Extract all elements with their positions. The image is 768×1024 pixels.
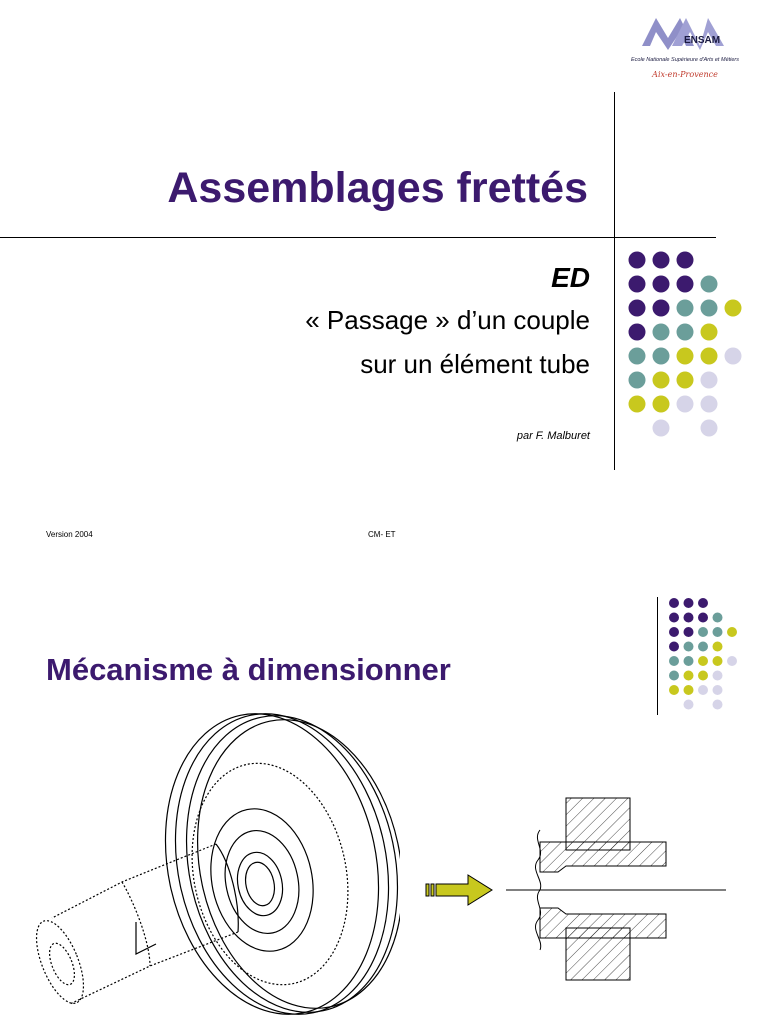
decorative-dot [653,396,670,413]
decorative-dot [701,396,718,413]
decorative-dot [629,324,646,341]
decorative-dot [684,627,694,637]
decorative-dot [653,300,670,317]
slide1-ed-label: ED [551,262,590,293]
footer-code: CM- ET [368,530,396,539]
slide2-title: Mécanisme à dimensionner [46,652,451,687]
decorative-dot [684,598,694,608]
decorative-dot [725,348,742,365]
decorative-dot [677,276,694,293]
decorative-dot [684,671,694,681]
decorative-dot [713,656,723,666]
decorative-dot [669,656,679,666]
decorative-dot [727,656,737,666]
decorative-dot [698,642,708,652]
decorative-dot [629,348,646,365]
decorative-dot [629,372,646,389]
ensam-logo-icon [612,10,758,54]
decorative-dot [677,348,694,365]
decorative-dot [677,300,694,317]
slide1-subtitle-line1: « Passage » d’un couple [305,305,590,335]
decorative-dot [653,324,670,341]
decorative-dot [669,642,679,652]
decorative-dot [684,642,694,652]
decorative-dot [669,598,679,608]
decorative-dot [629,276,646,293]
decorative-dot [698,656,708,666]
decorative-dot [684,685,694,695]
decorative-dot [698,671,708,681]
decorative-dot [713,642,723,652]
decorative-dot [684,656,694,666]
logo-city: Aix-en-Provence [652,70,718,79]
decorative-dot [701,372,718,389]
decorative-dot [713,700,723,710]
slide1-author: par F. Malburet [516,430,590,442]
decorative-dot [713,627,723,637]
decorative-dot [669,613,679,623]
logo-school: Ecole Nationale Supérieure d'Arts et Métiers [630,57,740,63]
decorative-dot [713,613,723,623]
logo-brand: ENSAM [684,35,721,46]
decorative-dot [629,252,646,269]
decorative-dot [698,685,708,695]
decorative-dot [629,300,646,317]
decorative-dot [684,613,694,623]
decorative-dot-grid-small [660,595,750,713]
decorative-dot [698,598,708,608]
decorative-dot [629,396,646,413]
slide1-vertical-rule [614,92,615,470]
decorative-dot [725,300,742,317]
decorative-dot [698,627,708,637]
decorative-dot [701,300,718,317]
section-view-drawing [500,790,732,990]
decorative-dot [698,613,708,623]
right-arrow-icon [424,872,496,908]
decorative-dot [727,627,737,637]
decorative-dot [677,396,694,413]
slide1-title: Assemblages frettés [167,164,588,212]
decorative-dot [653,372,670,389]
slide1-subtitle-line2: sur un élément tube [360,349,590,379]
decorative-dot [701,348,718,365]
ensam-logo [612,10,758,90]
decorative-dot [713,685,723,695]
decorative-dot [677,372,694,389]
decorative-dot [669,685,679,695]
decorative-dot [677,324,694,341]
footer-version: Version 2004 [46,530,93,539]
decorative-dot [653,252,670,269]
decorative-dot [713,671,723,681]
decorative-dot [701,276,718,293]
decorative-dot [653,420,670,437]
decorative-dot [669,627,679,637]
slide1-horizontal-rule [0,237,716,238]
decorative-dot [653,348,670,365]
slide2-vertical-rule [657,597,658,715]
decorative-dot [653,276,670,293]
decorative-dot [701,420,718,437]
pulley-drawing [30,712,400,1024]
decorative-dot [684,700,694,710]
decorative-dot [701,324,718,341]
decorative-dot [669,671,679,681]
decorative-dot [677,252,694,269]
decorative-dot-grid [620,248,750,438]
